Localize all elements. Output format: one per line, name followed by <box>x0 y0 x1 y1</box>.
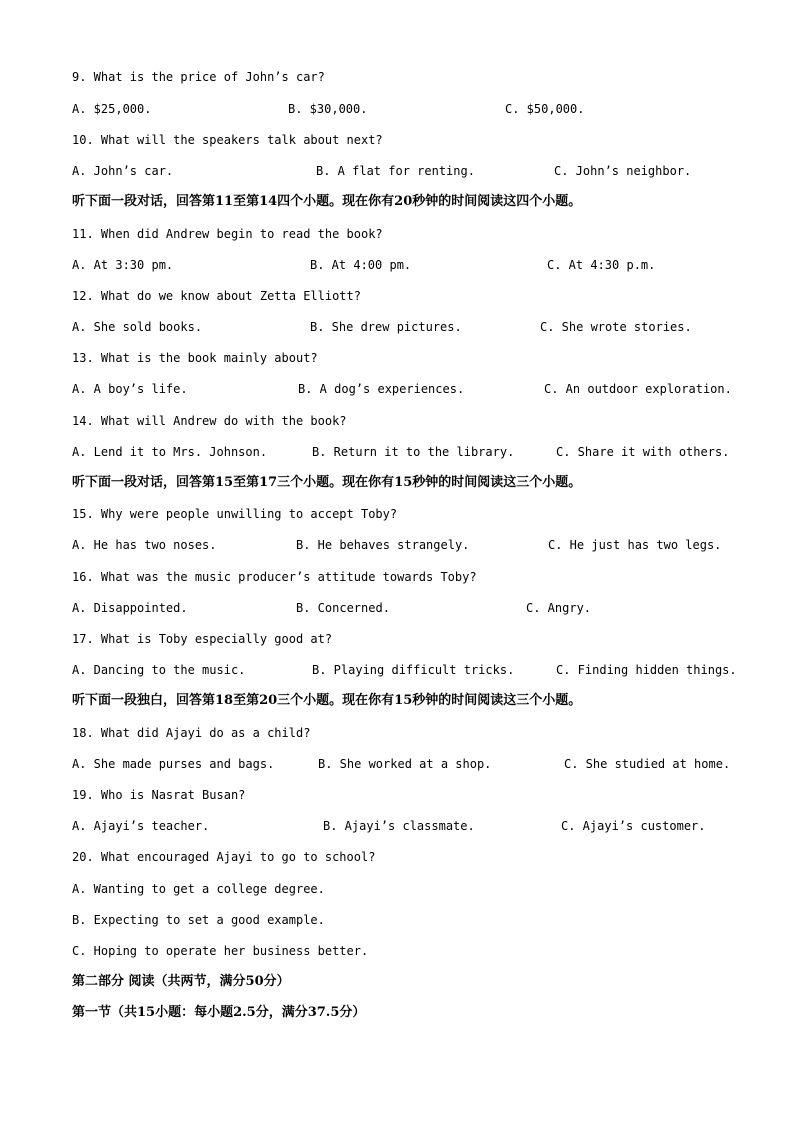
q12-option-a: A. She sold books. <box>72 320 203 334</box>
question-17: 17. What is Toby especially good at? <box>72 632 333 646</box>
q13-option-a: A. A boy’s life. <box>72 382 188 396</box>
q10-option-b: B. A flat for renting. <box>316 164 475 178</box>
q18-option-a: A. She made purses and bags. <box>72 757 275 771</box>
q9-option-a: A. $25,000. <box>72 102 152 116</box>
q11-option-b: B. At 4:00 pm. <box>310 258 412 272</box>
q14-option-b: B. Return it to the library. <box>312 445 515 459</box>
q16-option-a: A. Disappointed. <box>72 601 188 615</box>
q20-option-b: B. Expecting to set a good example. <box>72 913 325 927</box>
question-18: 18. What did Ajayi do as a child? <box>72 726 311 740</box>
question-20: 20. What encouraged Ajayi to go to school? <box>72 850 376 864</box>
q14-option-c: C. Share it with others. <box>556 445 730 459</box>
part2-title: 第二部分 阅读（共两节，满分50分） <box>72 974 290 989</box>
q18-option-b: B. She worked at a shop. <box>318 757 492 771</box>
instruction-15-17: 听下面一段对话，回答第15至第17三个小题。现在你有15秒钟的时间阅读这三个小题。 <box>72 475 582 490</box>
q13-option-c: C. An outdoor exploration. <box>544 382 732 396</box>
instruction-11-14: 听下面一段对话，回答第11至第14四个小题。现在你有20秒钟的时间阅读这四个小题。 <box>72 194 582 209</box>
q20-option-c: C. Hoping to operate her business better. <box>72 944 369 958</box>
q20-option-a: A. Wanting to get a college degree. <box>72 882 325 896</box>
q9-option-b: B. $30,000. <box>288 102 368 116</box>
q10-option-c: C. John’s neighbor. <box>554 164 692 178</box>
q15-option-c: C. He just has two legs. <box>548 538 722 552</box>
part2-section1: 第一节（共15小题：每小题2.5分，满分37.5分） <box>72 1005 366 1020</box>
question-15: 15. Why were people unwilling to accept Toby? <box>72 507 398 521</box>
q16-option-c: C. Angry. <box>526 601 592 615</box>
question-11: 11. When did Andrew begin to read the book? <box>72 227 383 241</box>
question-10: 10. What will the speakers talk about next? <box>72 133 383 147</box>
q16-option-b: B. Concerned. <box>296 601 390 615</box>
q17-option-c: C. Finding hidden things. <box>556 663 737 677</box>
q19-option-b: B. Ajayi’s classmate. <box>323 819 475 833</box>
question-9: 9. What is the price of John’s car? <box>72 70 325 84</box>
q15-option-a: A. He has two noses. <box>72 538 217 552</box>
question-14: 14. What will Andrew do with the book? <box>72 414 347 428</box>
q18-option-c: C. She studied at home. <box>564 757 731 771</box>
q11-option-c: C. At 4:30 p.m. <box>547 258 656 272</box>
q14-option-a: A. Lend it to Mrs. Johnson. <box>72 445 268 459</box>
q11-option-a: A. At 3:30 pm. <box>72 258 174 272</box>
q12-option-c: C. She wrote stories. <box>540 320 692 334</box>
question-13: 13. What is the book mainly about? <box>72 351 318 365</box>
question-12: 12. What do we know about Zetta Elliott? <box>72 289 361 303</box>
q13-option-b: B. A dog’s experiences. <box>298 382 465 396</box>
q17-option-b: B. Playing difficult tricks. <box>312 663 515 677</box>
q15-option-b: B. He behaves strangely. <box>296 538 470 552</box>
q19-option-a: A. Ajayi’s teacher. <box>72 819 210 833</box>
q17-option-a: A. Dancing to the music. <box>72 663 246 677</box>
question-19: 19. Who is Nasrat Busan? <box>72 788 246 802</box>
q19-option-c: C. Ajayi’s customer. <box>561 819 706 833</box>
question-16: 16. What was the music producer’s attitude towards Toby? <box>72 570 477 584</box>
instruction-18-20: 听下面一段独白，回答第18至第20三个小题。现在你有15秒钟的时间阅读这三个小题。 <box>72 693 582 708</box>
q9-option-c: C. $50,000. <box>505 102 585 116</box>
q10-option-a: A. John’s car. <box>72 164 174 178</box>
q12-option-b: B. She drew pictures. <box>310 320 462 334</box>
